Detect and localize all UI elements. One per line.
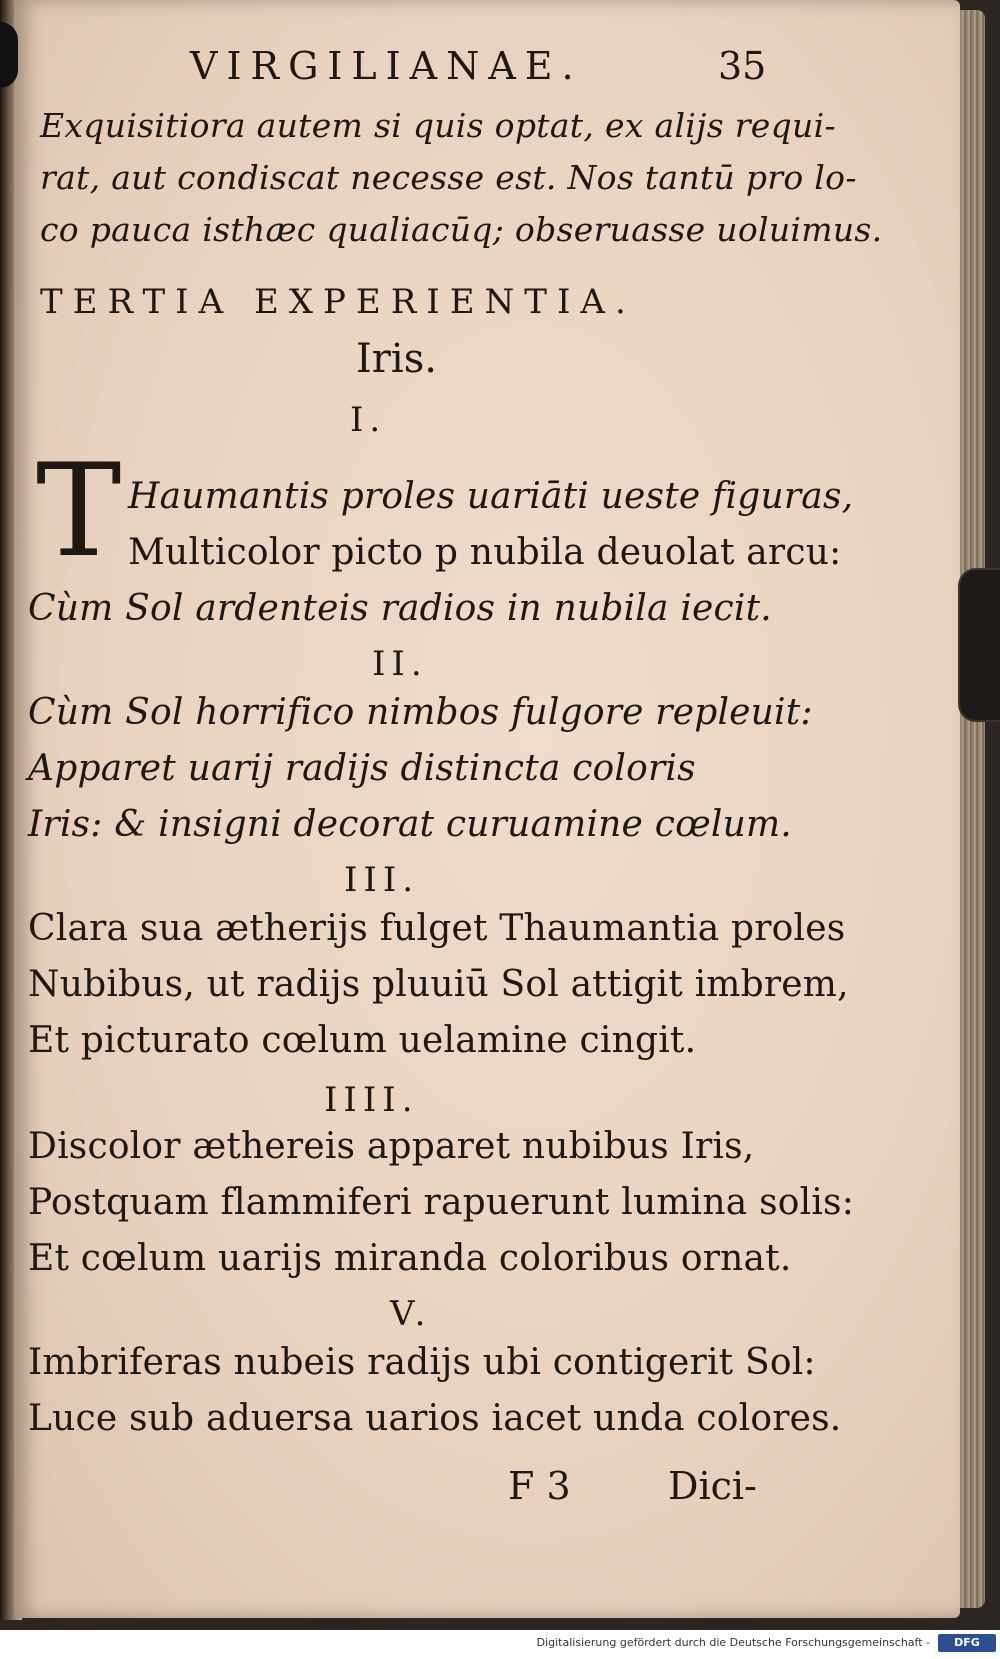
clip-right (958, 568, 1000, 722)
verse-line: Et picturato cœlum uelamine cingit. (28, 1020, 697, 1061)
signature-mark: F 3 (508, 1464, 571, 1508)
running-head: VIRGILIANAE. (190, 44, 583, 88)
prose-line: rat, aut condiscat necesse est. Nos tantū pro lo- (40, 158, 857, 197)
stanza-numeral: III. (344, 860, 420, 900)
stanza-numeral: V. (390, 1294, 432, 1334)
stanza-numeral: I. (350, 400, 387, 440)
verse-line: Et cœlum uarijs miranda coloribus ornat. (28, 1238, 792, 1279)
verse-line: Haumantis proles uariāti ueste figuras, (128, 476, 854, 517)
verse-line: Apparet uarij radijs distincta coloris (28, 748, 696, 789)
clip-left (0, 22, 18, 88)
stanza-numeral: IIII. (324, 1080, 419, 1120)
verse-line: Discolor æthereis apparet nubibus Iris, (28, 1126, 755, 1167)
prose-line: Exquisitiora autem si quis optat, ex alijs requi- (40, 106, 836, 145)
section-title: Iris. (356, 336, 437, 382)
verse-line: Cùm Sol ardenteis radios in nubila iecit. (28, 588, 772, 629)
page-number: 35 (718, 44, 767, 88)
verse-line: Luce sub aduersa uarios iacet unda colores. (28, 1398, 842, 1439)
verse-line: Postquam flammiferi rapuerunt lumina solis: (28, 1182, 855, 1223)
drop-cap: T (36, 437, 122, 586)
verse-line: Imbriferas nubeis radijs ubi contigerit Sol: (28, 1342, 816, 1383)
dfg-logo: DFG (938, 1634, 996, 1652)
verse-line: Nubibus, ut radijs pluuiū Sol attigit imbrem, (28, 964, 849, 1005)
stanza-numeral: II. (372, 644, 428, 684)
verse-line: Iris: & insigni decorat curuamine cœlum. (28, 804, 792, 845)
verse-line: Multicolor picto p nubila deuolat arcu: (128, 532, 842, 573)
verse-line: Cùm Sol horrifico nimbos fulgore repleuit: (28, 692, 813, 733)
prose-line: co pauca isthæc qualiacūq; obseruasse uoluimus. (40, 210, 883, 249)
catchword: Dici- (668, 1464, 757, 1508)
verse-line: Clara sua ætherijs fulget Thaumantia proles (28, 908, 846, 949)
section-heading: TERTIA EXPERIENTIA. (40, 282, 636, 322)
credit-text: Digitalisierung gefördert durch die Deutsche Forschungsgemeinschaft - (536, 1636, 930, 1649)
